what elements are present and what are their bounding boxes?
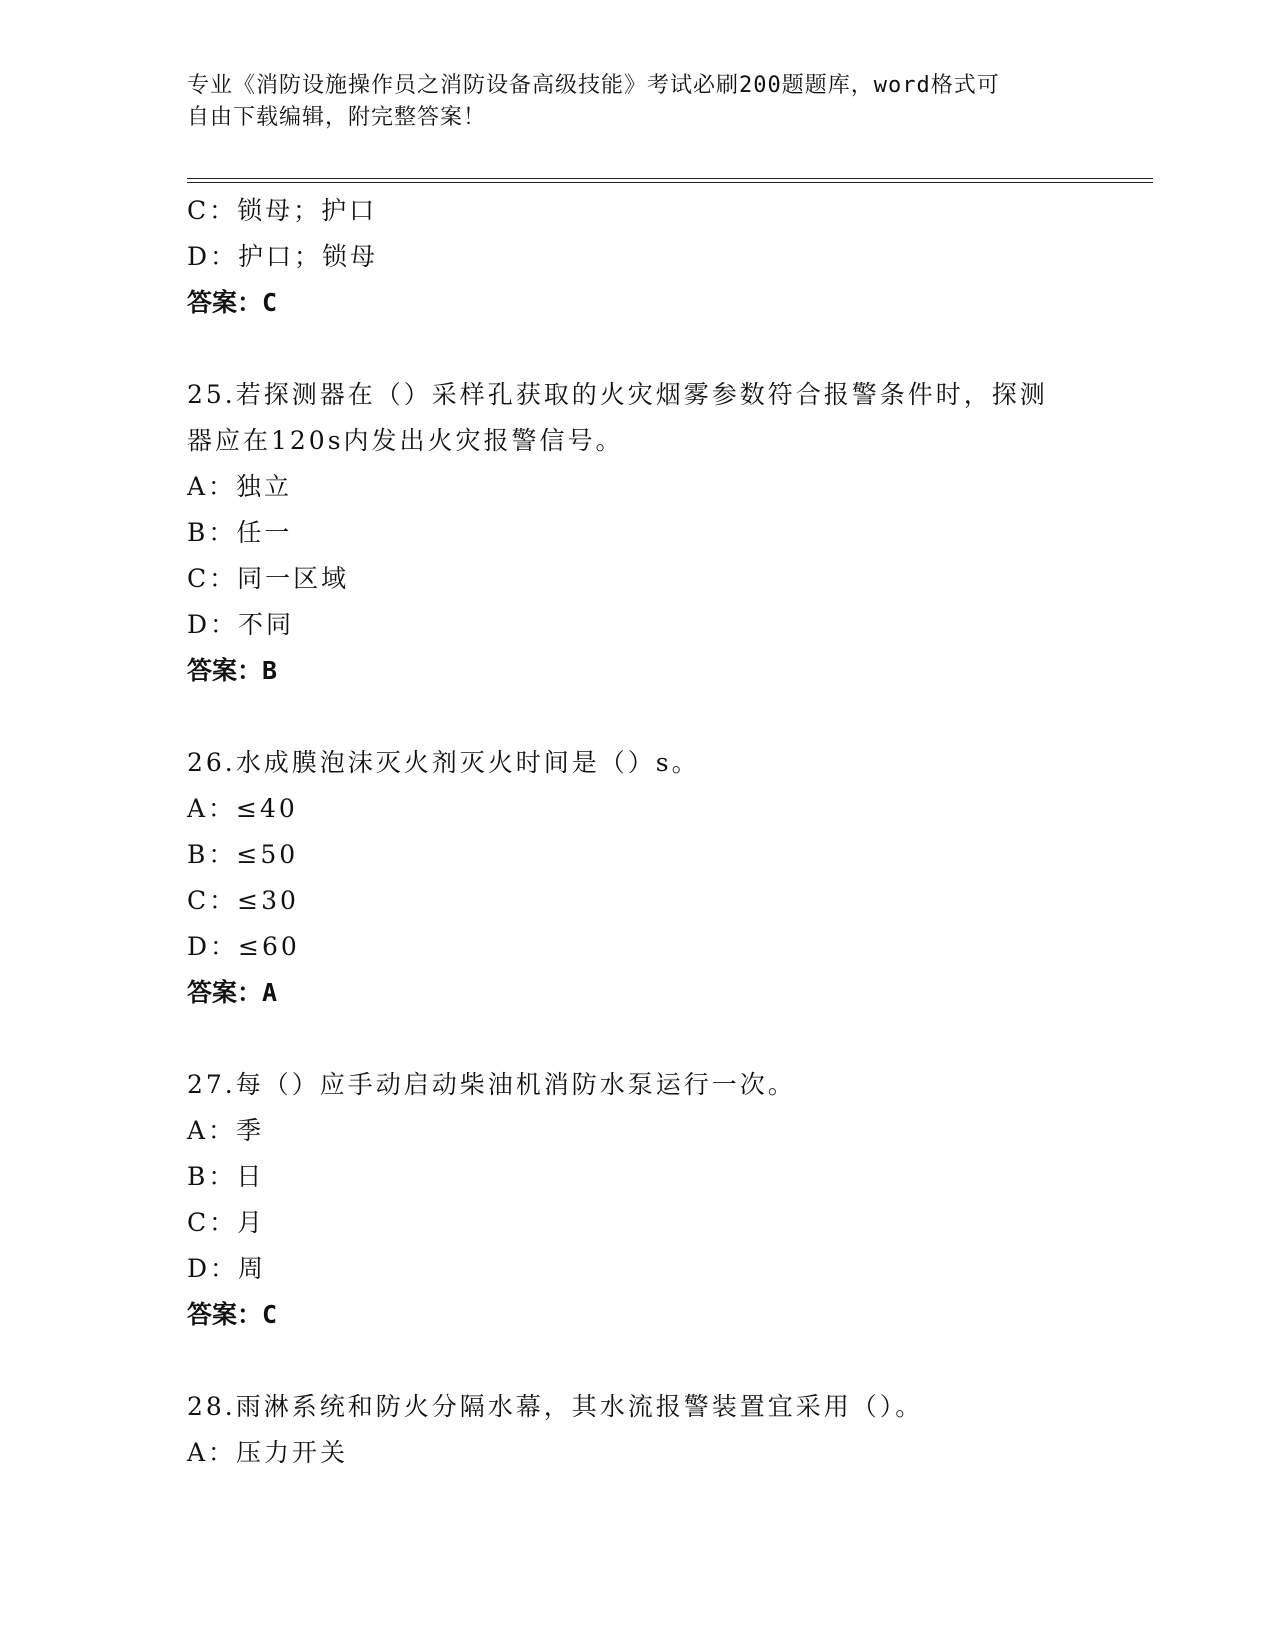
- answer-line: [187, 970, 1153, 1016]
- option-d: D：≤60: [187, 932, 300, 961]
- answer-line: [187, 648, 1153, 694]
- question-stem: 26.水成膜泡沫灭火剂灭火时间是（）s。: [187, 748, 700, 777]
- question-26: [187, 740, 1153, 1016]
- option-a: A：独立: [187, 472, 293, 501]
- answer-label: 答案：: [187, 288, 263, 317]
- option-b: B：≤50: [187, 840, 299, 869]
- answer-value: B: [262, 656, 278, 685]
- option-d: D：不同: [187, 610, 295, 639]
- question-stem: 27.每（）应手动启动柴油机消防水泵运行一次。: [187, 1070, 796, 1099]
- question-27: [187, 1062, 1153, 1338]
- header-line-1: 专业《消防设施操作员之消防设备高级技能》考试必刷200题题库，word格式可: [187, 73, 1000, 98]
- answer-line: [187, 280, 1153, 326]
- header-line-2: 自由下载编辑，附完整答案！: [187, 105, 487, 130]
- question-25: [187, 372, 1153, 694]
- option-c: C：月: [187, 1208, 266, 1237]
- option-d: D：护口；锁母: [187, 242, 379, 271]
- option-c: C：≤30: [187, 886, 299, 915]
- option-c: C：锁母；护口: [187, 196, 378, 225]
- question-stem: 25.若探测器在（）采样孔获取的火灾烟雾参数符合报警条件时，探测: [187, 380, 1048, 409]
- option-b: B：日: [187, 1162, 265, 1191]
- option-c: C：同一区域: [187, 564, 350, 593]
- question-28: [187, 1384, 1153, 1476]
- question-24-tail: [187, 188, 1153, 326]
- option-d: D：周: [187, 1254, 267, 1283]
- answer-label: 答案：: [187, 1300, 263, 1329]
- question-stem: 28.雨淋系统和防火分隔水幕，其水流报警装置宜采用（）。: [187, 1392, 924, 1421]
- answer-value: C: [262, 1300, 278, 1329]
- option-a: A：≤40: [187, 794, 298, 823]
- answer-value: A: [262, 978, 278, 1007]
- question-list: [187, 188, 1153, 1476]
- answer-line: [187, 1292, 1153, 1338]
- header-divider: [187, 178, 1153, 183]
- option-b: B：任一: [187, 518, 293, 547]
- page-header: [187, 70, 1087, 134]
- question-stem: 器应在120s内发出火灾报警信号。: [187, 426, 624, 455]
- answer-value: C: [262, 288, 278, 317]
- option-a: A：压力开关: [187, 1438, 349, 1467]
- answer-label: 答案：: [187, 656, 263, 685]
- answer-label: 答案：: [187, 978, 263, 1007]
- option-a: A：季: [187, 1116, 265, 1145]
